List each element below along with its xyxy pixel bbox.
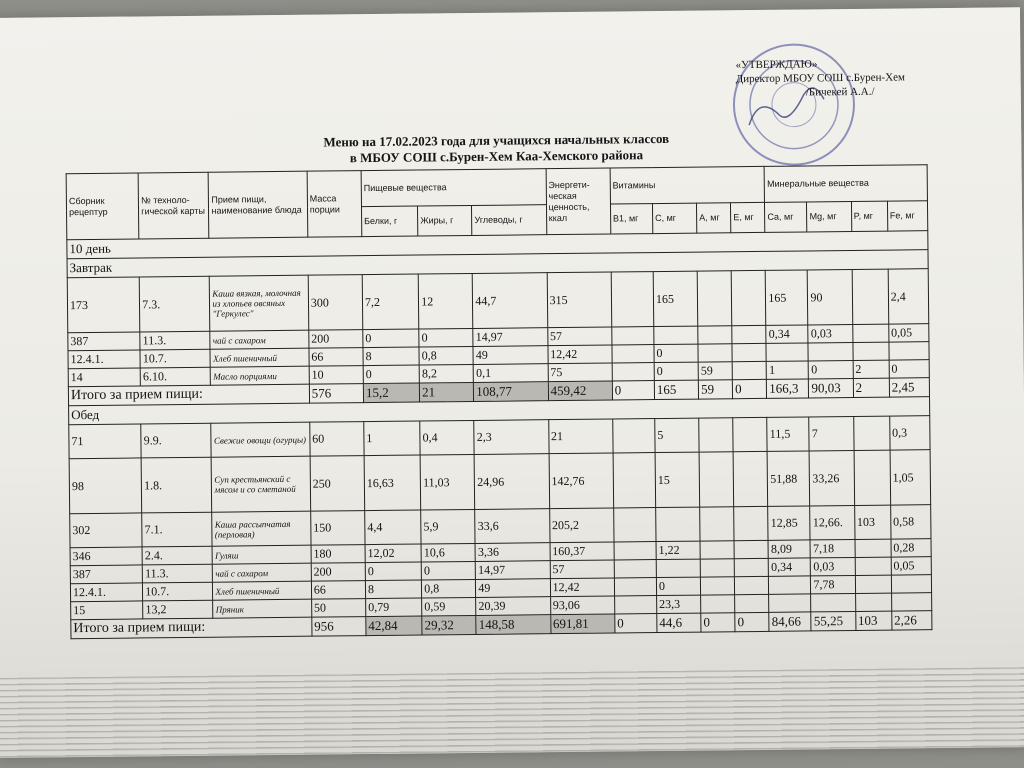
table-cell: 7.3.	[139, 276, 210, 332]
table-cell	[734, 540, 768, 558]
col-carbs: Углеводы, г	[472, 205, 547, 236]
table-cell	[891, 593, 931, 611]
table-cell: 0	[654, 344, 698, 362]
table-cell: 4,4	[365, 510, 422, 545]
table-cell: 90	[808, 269, 853, 324]
table-cell: 0,05	[891, 557, 931, 575]
table-cell: 12,66.	[810, 505, 854, 539]
table-cell	[699, 452, 734, 507]
table-cell: 165	[653, 271, 698, 326]
table-cell: 57	[550, 560, 614, 579]
table-cell: 8,09	[768, 540, 810, 558]
table-cell	[700, 507, 734, 541]
table-cell	[701, 595, 735, 613]
table-cell: 180	[311, 545, 365, 564]
lunch-label: Обед	[69, 397, 930, 425]
table-cell	[855, 575, 891, 593]
table-cell	[854, 450, 891, 505]
total-cell: 84,66	[769, 612, 811, 631]
table-cell	[613, 508, 655, 542]
total-cell: 15,2	[363, 383, 419, 403]
day-label: 10 день	[67, 231, 928, 259]
table-cell: 8	[363, 347, 419, 366]
table-cell: 12,85	[768, 506, 810, 540]
total-cell: 576	[309, 384, 363, 404]
table-cell: 5,9	[421, 509, 476, 544]
total-cell: 148,58	[476, 615, 550, 635]
table-cell: 387	[70, 565, 142, 584]
table-cell	[769, 576, 811, 594]
col-sbornik: Сборник рецептур	[66, 173, 139, 240]
approval-block	[735, 56, 905, 100]
table-cell: 0	[363, 365, 419, 384]
total-cell: 0	[615, 614, 657, 633]
table-cell	[733, 417, 767, 451]
table-cell: 24,96	[474, 454, 549, 510]
table-cell: 7,78	[811, 575, 855, 593]
total-cell: 2,45	[889, 378, 929, 397]
table-cell	[732, 343, 766, 361]
total-label: Итого за прием пищи:	[68, 384, 309, 406]
table-cell	[700, 577, 734, 595]
col-vitamins: Витамины	[610, 166, 765, 204]
table-cell	[735, 594, 769, 612]
total-cell: 2,26	[891, 611, 931, 630]
total-cell: 0	[701, 613, 735, 632]
total-cell: 21	[420, 382, 474, 402]
table-cell: 33,26	[810, 450, 855, 505]
table-cell: 66	[311, 581, 365, 600]
table-cell: 10.7.	[140, 349, 210, 368]
table-cell	[700, 541, 734, 559]
table-cell: 3,36	[475, 543, 549, 562]
table-cell: 44,7	[473, 273, 548, 329]
table-cell: 11,5	[767, 417, 809, 451]
table-cell	[611, 272, 654, 327]
table-cell: 14,97	[473, 328, 547, 347]
approval-signature: /Бичекей А.А./	[805, 85, 875, 99]
table-cell	[614, 560, 656, 578]
table-cell	[889, 342, 929, 360]
total-cell: 956	[312, 617, 366, 637]
table-cell	[766, 343, 808, 361]
table-cell: 0,59	[422, 597, 476, 616]
table-cell: 14,97	[476, 561, 550, 580]
table-cell: 59	[698, 362, 732, 380]
table-cell	[612, 327, 654, 345]
table-cell: 0	[419, 328, 473, 347]
table-cell: 10,6	[421, 543, 475, 562]
table-cell: 205,2	[549, 508, 614, 543]
menu-table	[66, 164, 933, 639]
dish-name-cell: Масло порциями	[211, 366, 310, 385]
table-cell: 173	[67, 277, 140, 333]
table-cell: 1,22	[656, 541, 700, 559]
total-cell: 55,25	[811, 611, 855, 630]
table-cell: 11.3.	[140, 331, 210, 350]
table-cell: 302	[70, 513, 143, 548]
table-cell	[732, 361, 766, 379]
table-cell	[697, 271, 732, 326]
total-cell: 165	[654, 380, 698, 399]
table-cell	[734, 506, 768, 540]
table-cell	[811, 593, 855, 611]
table-cell	[614, 596, 656, 614]
table-cell: 57	[547, 327, 611, 346]
dish-name-cell: Свежие овощи (огурцы)	[211, 422, 310, 457]
table-cell	[613, 453, 656, 508]
table-cell: 250	[310, 456, 365, 512]
total-cell: 42,84	[366, 616, 422, 636]
table-cell: 0,4	[420, 420, 475, 455]
table-cell	[612, 363, 654, 381]
table-cell: 7.1.	[142, 512, 213, 547]
col-dish: Прием пищи, наименование блюда	[209, 171, 308, 238]
table-cell: 0,03	[811, 557, 855, 575]
total-cell: 90,03	[809, 378, 853, 397]
table-cell: 33,6	[475, 509, 550, 544]
table-cell	[852, 324, 888, 342]
col-fe: Fe, мг	[887, 201, 928, 231]
table-cell: 7	[809, 416, 853, 450]
table-cell: 49	[473, 346, 547, 365]
table-cell: 200	[311, 563, 365, 582]
table-cell: 12	[418, 273, 473, 329]
table-cell	[613, 419, 655, 453]
table-cell	[891, 575, 931, 593]
table-cell: 0	[654, 362, 698, 380]
table-cell	[732, 325, 766, 343]
total-cell: 166,3	[767, 379, 809, 398]
table-cell	[852, 269, 889, 324]
title-line-2: в МБОУ СОШ с.Бурен-Хем Каа-Хемского района	[349, 147, 644, 166]
table-cell: 0	[421, 561, 475, 580]
table-cell: 20,39	[476, 597, 550, 616]
total-cell: 44,6	[657, 613, 701, 632]
total-label: Итого за прием пищи:	[71, 617, 312, 639]
total-cell: 103	[855, 611, 891, 630]
col-b1: B1, мг	[610, 204, 652, 234]
dish-name-cell: Каша рассыпчатая (перловая)	[212, 511, 311, 546]
table-row	[69, 450, 931, 514]
table-cell: 8	[365, 580, 421, 599]
table-cell: 7,2	[362, 274, 419, 330]
col-fat: Жиры, г	[418, 205, 472, 236]
table-cell	[855, 557, 891, 575]
table-cell: 0,79	[366, 598, 422, 617]
total-cell: 2	[853, 378, 889, 397]
table-cell: 0,8	[419, 346, 473, 365]
total-cell: 459,42	[548, 381, 612, 401]
table-cell	[614, 542, 656, 560]
dish-name-cell: чай с сахаром	[210, 330, 309, 349]
table-cell: 0,28	[891, 539, 931, 557]
table-cell	[731, 270, 766, 325]
table-cell	[734, 558, 768, 576]
table-cell: 2	[853, 360, 889, 378]
col-a: A, мг	[697, 203, 731, 233]
table-cell: 0,05	[888, 324, 928, 342]
col-energy: Энергети-ческая ценность, ккал	[546, 168, 611, 235]
table-cell: 2,4	[888, 269, 929, 324]
table-cell: 0,03	[808, 324, 852, 342]
table-cell: 50	[311, 599, 365, 618]
table-cell: 165	[766, 270, 809, 325]
table-cell: 11.3.	[142, 564, 212, 583]
table-cell: 0,1	[473, 364, 547, 383]
approval-heading: «УТВЕРЖДАЮ»	[735, 58, 818, 72]
table-cell: 75	[548, 363, 612, 382]
col-ca: Ca, мг	[765, 202, 807, 232]
total-cell: 59	[698, 380, 732, 399]
col-p: P, мг	[851, 201, 887, 231]
table-cell: 12,02	[365, 544, 421, 563]
table-cell	[853, 416, 889, 450]
table-cell: 13,2	[143, 600, 213, 619]
total-cell: 0	[612, 381, 654, 400]
table-cell	[698, 344, 732, 362]
table-cell	[614, 578, 656, 596]
table-cell: 0	[363, 329, 419, 348]
table-cell	[853, 342, 889, 360]
total-cell: 691,81	[550, 614, 614, 634]
table-cell: 0	[889, 360, 929, 378]
col-tech-card: № техноло-гической карты	[138, 172, 209, 239]
total-cell: 108,77	[474, 382, 548, 402]
table-cell: 66	[309, 348, 363, 367]
table-cell: 15	[71, 601, 143, 620]
table-cell: 1,05	[890, 450, 931, 505]
table-cell	[656, 507, 700, 541]
table-cell: 200	[309, 330, 363, 349]
table-cell: 8,2	[419, 364, 473, 383]
table-cell: 12.4.1.	[68, 350, 140, 369]
table-cell: 7,18	[810, 539, 854, 557]
table-cell: 103	[854, 505, 890, 539]
table-cell: 387	[68, 332, 140, 351]
table-cell: 150	[310, 511, 365, 546]
table-cell	[733, 451, 768, 506]
table-cell: 1	[766, 361, 808, 379]
table-cell: 0,58	[890, 505, 931, 539]
dish-name-cell: Пряник	[213, 599, 312, 618]
col-nutrients: Пищевые вещества	[361, 169, 546, 207]
title-line-1: Меню на 17.02.2023 года для учащихся начальных классов	[323, 130, 670, 150]
dish-name-cell: Каша вязкая, молочная из хлопьев овсяных "Геркулес"	[210, 275, 309, 331]
table-cell: 315	[547, 272, 612, 328]
table-cell: 16,63	[364, 455, 421, 511]
table-cell: 60	[310, 422, 365, 457]
total-cell: 29,32	[422, 615, 476, 635]
table-cell: 10.7.	[143, 582, 213, 601]
document-page	[0, 7, 1024, 758]
table-cell: 1	[364, 421, 421, 456]
table-cell: 12,42	[550, 578, 614, 597]
table-cell: 2.4.	[142, 546, 212, 565]
table-cell: 0,34	[766, 325, 808, 343]
table-cell	[698, 326, 732, 344]
dish-name-cell: Гуляш	[213, 545, 312, 564]
col-mg: Mg, мг	[807, 201, 851, 231]
dish-name-cell: Хлеб пшеничный	[213, 581, 312, 600]
table-cell: 160,37	[550, 542, 614, 561]
total-cell: 0	[733, 379, 767, 398]
table-cell: 346	[70, 547, 142, 566]
table-cell: 0	[656, 577, 700, 595]
table-cell: 98	[69, 458, 142, 514]
table-cell	[700, 559, 734, 577]
table-cell: 12.4.1.	[70, 583, 142, 602]
table-cell: 11,03	[420, 454, 475, 510]
col-mass: Масса порции	[307, 171, 362, 238]
breakfast-label: Завтрак	[67, 250, 928, 278]
approval-director: Директор МБОУ СОШ с.Бурен-Хем	[735, 71, 906, 86]
col-minerals: Минеральные вещества	[764, 165, 927, 203]
table-cell: 0,34	[769, 558, 811, 576]
table-cell: 23,3	[657, 595, 701, 613]
table-row	[67, 269, 929, 333]
table-cell: 0	[809, 360, 853, 378]
table-cell	[735, 576, 769, 594]
table-cell: 2,3	[474, 420, 549, 455]
table-cell: 0,3	[889, 416, 930, 450]
table-cell	[654, 326, 698, 344]
table-cell: 10	[309, 366, 363, 385]
table-cell: 0	[365, 562, 421, 581]
table-cell	[699, 418, 733, 452]
table-cell: 6.10.	[140, 367, 210, 386]
table-cell: 5	[655, 418, 699, 452]
table-cell: 21	[548, 419, 613, 454]
table-cell	[808, 342, 852, 360]
table-cell: 15	[655, 452, 700, 507]
dish-name-cell: Хлеб пшеничный	[210, 348, 309, 367]
table-cell	[855, 593, 891, 611]
table-cell: 1.8.	[141, 457, 212, 513]
table-cell: 49	[476, 579, 550, 598]
dish-name-cell: чай с сахаром	[213, 563, 312, 582]
table-cell: 71	[69, 424, 142, 459]
table-cell	[769, 594, 811, 612]
table-cell: 93,06	[550, 596, 614, 615]
table-cell	[656, 559, 700, 577]
col-protein: Белки, г	[361, 206, 417, 237]
table-cell: 51,88	[767, 451, 810, 506]
scan-artifact	[0, 667, 1024, 758]
table-cell: 142,76	[549, 453, 614, 509]
total-cell: 0	[735, 612, 769, 631]
table-cell: 0,8	[422, 579, 476, 598]
col-c: C, мг	[652, 203, 696, 233]
table-cell	[612, 345, 654, 363]
table-cell: 9.9.	[141, 423, 212, 458]
table-cell	[855, 539, 891, 557]
dish-name-cell: Суп крестьянский с мясом и со сметаной	[212, 456, 311, 512]
table-cell: 14	[68, 368, 140, 387]
table-cell: 12,42	[548, 345, 612, 364]
col-e: E, мг	[731, 202, 765, 232]
table-cell: 300	[308, 275, 363, 331]
